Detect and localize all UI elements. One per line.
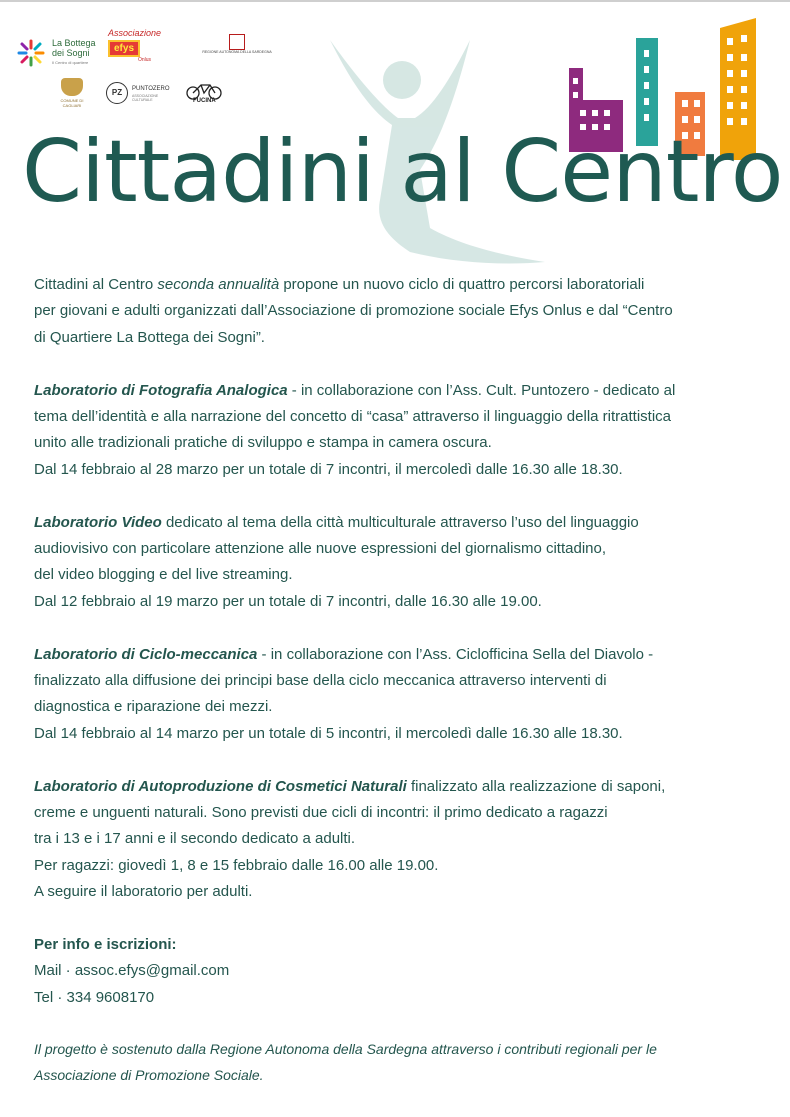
comune-cagliari-logo: [52, 78, 92, 108]
puntozero-logo: [106, 82, 176, 106]
lab2-line-3: del video blogging e del live streaming.: [34, 566, 293, 584]
crest-icon: [229, 34, 245, 50]
efys-line3: Onlus: [138, 57, 152, 63]
puntozero-sub: ASSOCIAZIONE CULTURALE: [132, 94, 159, 102]
lab4-line-1: [34, 774, 764, 800]
lab4-line-3: tra i 13 e i 17 anni e il secondo dedicato a adulti.: [34, 830, 356, 848]
lab4-paragraph: [34, 774, 764, 906]
lab3-line-1: [34, 642, 764, 668]
bottega-dei-sogni-logo: [16, 36, 96, 70]
comune-text: COMUNE DI CAGLIARI: [60, 98, 84, 108]
intro-paragraph: [34, 272, 764, 351]
lab4-name: Laboratorio di Autoproduzione di Cosmetici Naturali: [34, 777, 407, 795]
bottega-line3: Il Centro di quartiere: [52, 60, 89, 65]
efys-line1: Associazione: [108, 28, 162, 38]
lab3-line-2: finalizzato alla diffusione dei principi base della ciclo meccanica attraverso interventi di: [34, 672, 607, 690]
efys-logo: [108, 28, 168, 73]
info-mail: Mail · assoc.efys@gmail.com: [34, 962, 230, 980]
intro-text-a: Cittadini al Centro: [34, 276, 158, 293]
lab2-line-1-rest: dedicato al tema della città multiculturale attraverso l’uso del linguaggio: [161, 513, 639, 531]
bottega-line1: La Bottega: [52, 38, 96, 48]
colorful-star-icon: [16, 38, 46, 68]
intro-line-2: per giovani e adulti organizzati dall’Associazione di promozione sociale Efys Onlus e dal “Centro: [34, 302, 673, 320]
lab3-name: Laboratorio di Ciclo-meccanica: [34, 645, 258, 663]
info-tel: Tel · 334 9608170: [34, 988, 155, 1006]
lab1-dates: Dal 14 febbraio al 28 marzo per un totale di 7 incontri, il mercoledì dalle 16.30 alle 18.30.: [34, 460, 623, 478]
puntozero-name: PUNTOZERO: [132, 86, 170, 92]
lab3-line-3: diagnostica e riparazione dei mezzi.: [34, 698, 273, 716]
intro-line-1: [34, 272, 764, 298]
lab1-name: Laboratorio di Fotografia Analogica: [34, 381, 288, 399]
intro-emphasis: seconda annualità: [157, 276, 280, 293]
intro-line-3: di Quartiere La Bottega dei Sogni”.: [34, 328, 265, 346]
info-paragraph: [34, 932, 764, 1011]
lab4-line-1-rest: finalizzato alla realizzazione di saponi,: [406, 777, 666, 795]
footer-line-1: Il progetto è sostenuto dalla Regione Autonoma della Sardegna attraverso i contributi regionali per le: [34, 1041, 657, 1057]
regione-sardegna-logo: [192, 34, 282, 74]
regione-text: REGIONE AUTONOMA DELLA SARDEGNA: [202, 50, 272, 54]
lab4-line-5: A seguire il laboratorio per adulti.: [34, 883, 253, 901]
coat-of-arms-icon: [61, 78, 83, 96]
lab4-line-2: creme e unguenti naturali. Sono previsti due cicli di incontri: il primo dedicato a ragazzi: [34, 804, 608, 822]
puntozero-mark: PZ: [106, 82, 128, 104]
lab2-name: Laboratorio Video: [34, 513, 162, 531]
footer-line-2: Associazione di Promozione Sociale.: [34, 1067, 264, 1083]
lab4-dates: Per ragazzi: giovedì 1, 8 e 15 febbraio dalle 16.00 alle 19.00.: [34, 856, 439, 874]
info-heading: Per info e iscrizioni:: [34, 936, 177, 954]
lab2-line-1: [34, 510, 764, 536]
lab2-line-2: audiovisivo con particolare attenzione alle nuove espressioni del giornalismo cittadino,: [34, 540, 606, 558]
main-content: [34, 272, 764, 1038]
lab2-dates: Dal 12 febbraio al 19 marzo per un totale di 7 incontri, dalle 16.30 alle 19.00.: [34, 592, 542, 610]
lab1-line-2: tema dell’identità e alla narrazione del concetto di “casa” attraverso il linguaggio della ritrattistica: [34, 408, 672, 426]
lab3-line-1-rest: - in collaborazione con l’Ass. Ciclofficina Sella del Diavolo -: [257, 645, 654, 663]
efys-line2: efys: [108, 40, 140, 57]
lab3-paragraph: [34, 642, 764, 748]
intro-text-c: propone un nuovo ciclo di quattro percorsi laboratoriali: [279, 276, 645, 293]
lab3-dates: Dal 14 febbraio al 14 marzo per un totale di 5 incontri, il mercoledì dalle 16.30 alle 18.30.: [34, 724, 623, 742]
lab2-paragraph: [34, 510, 764, 616]
bottega-line2: dei Sogni: [52, 48, 90, 58]
lab1-line-1: [34, 378, 764, 404]
lab1-line-3: unito alle tradizionali pratiche di sviluppo e stampa in camera oscura.: [34, 434, 492, 452]
page-title: Cittadini al Centro: [22, 122, 783, 222]
ciclofficina-logo: [184, 82, 224, 110]
lab1-line-1-rest: - in collaborazione con l’Ass. Cult. Puntozero - dedicato al: [287, 381, 676, 399]
ciclo-text: FUCINA: [193, 98, 216, 104]
lab1-paragraph: [34, 378, 764, 484]
funding-note: [34, 1036, 764, 1088]
